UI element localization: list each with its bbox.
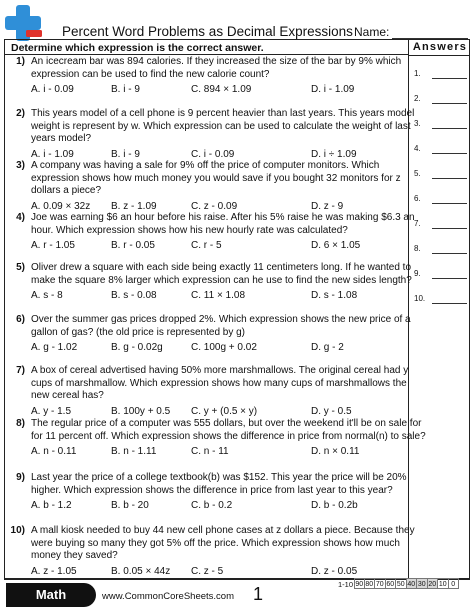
answer-choice-a: A. b - 1.2 [31, 500, 72, 511]
answer-blank[interactable] [432, 228, 467, 229]
score-cell: 20 [428, 578, 439, 589]
answer-choice-c: C. n - 11 [191, 446, 229, 457]
score-cell: 60 [386, 578, 397, 589]
answer-blank[interactable] [432, 203, 467, 204]
answer-choice-c: C. 894 × 1.09 [191, 84, 252, 95]
answer-row-9 [414, 269, 470, 281]
answer-row-4 [414, 144, 470, 156]
question-text [31, 525, 415, 563]
answer-choice-b: B. n - 1.11 [111, 446, 157, 457]
question-text-line: were buying so many they got 5% off the price. Which expression shows how much [31, 537, 400, 549]
answer-choice-b: B. 0.05 × 44z [111, 565, 171, 577]
answer-blank[interactable] [432, 103, 467, 104]
answer-row-3 [414, 119, 470, 131]
plus-minus-logo-icon [4, 3, 44, 43]
question-number: 10) [10, 525, 25, 536]
question-text-line: new cereal has? [31, 390, 104, 401]
answer-blank[interactable] [432, 253, 467, 254]
question-text [31, 108, 415, 146]
answer-choice-a: A. y - 1.5 [31, 405, 72, 417]
answer-choice-a: A. 0.09 × 32z [31, 200, 91, 212]
question-text-line: A company was having a sale for 9% off the price of computer monitors. Which [31, 160, 380, 171]
site-url: www.CommonCoreSheets.com [102, 591, 234, 602]
answer-choice-d: D. i - 1.09 [311, 84, 355, 95]
answer-choice-d: D. 6 × 1.05 [311, 240, 361, 251]
answer-number: 7. [414, 219, 421, 228]
question-text-line: Over the summer gas prices dropped 2%. Which expression shows the new price of a [31, 314, 411, 325]
answer-choice-c: C. 100g + 0.02 [191, 342, 257, 353]
question-number: 9) [16, 472, 25, 483]
question-text-line: This years model of a cell phone is 9 percent heavier than last years. This years model [31, 108, 415, 119]
score-cell: 40 [407, 578, 418, 589]
answer-choice-d: D. y - 0.5 [311, 405, 352, 417]
answer-choice-b: B. i - 9 [111, 84, 140, 95]
answer-choice-b: B. b - 20 [111, 500, 149, 511]
question-text [31, 365, 409, 403]
answer-choice-c: C. i - 0.09 [191, 148, 235, 160]
question-text-line: money they saved? [31, 550, 118, 561]
answer-choice-d: D. n × 0.11 [311, 446, 360, 457]
answer-choice-c: C. z - 0.09 [191, 200, 238, 212]
question-text-line: A box of cereal advertised having 50% more marshmallows. The original cereal had y [31, 365, 409, 376]
question-text-line: Oliver drew a square with each side being exactly 11 centimeters long. If he wanted to [31, 262, 412, 273]
answer-number: 10. [414, 294, 426, 303]
score-cell: 80 [365, 578, 376, 589]
answer-choice-b: B. r - 0.05 [111, 240, 155, 251]
answer-choice-c: C. r - 5 [191, 240, 222, 251]
score-table [354, 578, 459, 589]
answer-choice-d: D. i ÷ 1.09 [311, 148, 357, 160]
question-text-line: hour. Which expression shows how his new hourly rate was calculated? [31, 224, 348, 236]
question-number: 6) [16, 314, 25, 325]
answer-choice-a: A. s - 8 [31, 290, 63, 301]
answer-row-8 [414, 244, 470, 256]
answer-number: 6. [414, 194, 421, 203]
question-text [31, 212, 415, 237]
question-text-line: gallon of gas? (the old price is represented by g) [31, 326, 246, 338]
score-cell: 0 [449, 578, 460, 589]
answer-choice-d: D. z - 9 [311, 200, 344, 212]
question-number: 1) [16, 56, 25, 67]
question-text-line: higher. Which expression shows the difference in price from last year to this year? [31, 484, 393, 496]
answer-row-6 [414, 194, 470, 206]
answer-blank[interactable] [432, 303, 467, 304]
question-text [31, 418, 426, 443]
answer-choice-a: A. n - 0.11 [31, 446, 77, 457]
score-cell: 70 [375, 578, 386, 589]
answer-choice-b: B. g - 0.02g [111, 342, 163, 353]
answer-choice-a: A. r - 1.05 [31, 240, 75, 251]
answer-choice-b: B. 100y + 0.5 [111, 405, 171, 417]
question-text-line: dollars a piece? [31, 185, 102, 196]
question-text-line: weight is represent by w. Which expression can be used to calculate the weight of last [31, 120, 411, 132]
question-text-line: cups of marshmallow. Which expression shows how many cups of marshmallows the [31, 377, 407, 389]
question-number: 7) [16, 365, 25, 376]
score-cell: 50 [396, 578, 407, 589]
answer-row-10 [414, 294, 470, 306]
question-text-line: Joe was earning $6 an hour before his raise. After his 5% raise he was making $6.3 an [31, 212, 415, 223]
answer-row-5 [414, 169, 470, 181]
question-text-line: make the square 8% larger which expression can he use to find the new sides length? [31, 274, 412, 286]
answer-number: 9. [414, 269, 421, 278]
question-text-line: expression shows how much money you would save if you bought 32 monitors for z [31, 172, 401, 184]
worksheet-title: Percent Word Problems as Decimal Expressions [62, 24, 353, 39]
answer-choice-a: A. g - 1.02 [31, 342, 78, 353]
answer-row-7 [414, 219, 470, 231]
worksheet-box [4, 39, 470, 579]
instructions-divider [5, 54, 408, 55]
answer-choice-c: C. z - 5 [191, 565, 224, 577]
answer-row-2 [414, 94, 470, 106]
question-text-line: Last year the price of a college textbook(b) was $152. This year the price will be 20% [31, 472, 407, 483]
question-text-line: An icecream bar was 894 calories. If they increased the size of the bar by 9% which [31, 56, 402, 67]
answer-number: 4. [414, 144, 421, 153]
answer-choice-a: A. i - 1.09 [31, 148, 74, 160]
score-range-label: 1-10 [338, 580, 354, 589]
question-text [31, 160, 403, 198]
answer-blank[interactable] [432, 128, 467, 129]
answer-blank[interactable] [432, 78, 467, 79]
question-text-line: expression can be used to find the new calorie count? [31, 68, 270, 80]
question-number: 4) [16, 212, 25, 223]
answer-choice-b: B. s - 0.08 [111, 290, 157, 301]
answer-choice-a: A. i - 0.09 [31, 84, 74, 95]
answer-choice-d: D. g - 2 [311, 342, 344, 353]
question-text-line: for 11 percent off. Which expression shows the difference in price from normal(n) to sale? [31, 430, 426, 442]
answer-choice-d: D. z - 0.05 [311, 565, 358, 577]
question-text-line: A mall kiosk needed to buy 44 new cell phone cases at z dollars a piece. Because they [31, 525, 415, 536]
answer-choice-c: C. y + (0.5 × y) [191, 405, 258, 417]
question-number: 5) [16, 262, 25, 273]
question-text-line: years model? [31, 133, 92, 144]
answer-number: 8. [414, 244, 421, 253]
answer-choice-a: A. z - 1.05 [31, 565, 77, 577]
answers-heading-divider [408, 55, 470, 56]
answer-number: 3. [414, 119, 421, 128]
question-number: 8) [16, 418, 25, 429]
score-cell: 10 [438, 578, 449, 589]
answer-choice-c: C. 11 × 1.08 [191, 290, 246, 301]
instructions: Determine which expression is the correct answer. [11, 42, 264, 54]
answer-choice-d: D. b - 0.2b [311, 500, 358, 511]
answer-number: 2. [414, 94, 421, 103]
question-text [31, 472, 407, 497]
name-label: Name: [354, 25, 390, 39]
score-cell: 30 [417, 578, 428, 589]
question-text [31, 262, 412, 287]
answer-row-1 [414, 69, 470, 81]
subject-badge: Math [6, 583, 96, 607]
answers-heading: Answers [412, 41, 468, 53]
question-text-line: The regular price of a computer was 555 dollars, but over the weekend it'll be on sale for [31, 418, 422, 429]
question-number: 2) [16, 108, 25, 119]
answer-choice-d: D. s - 1.08 [311, 290, 358, 301]
answer-choice-b: B. z - 1.09 [111, 200, 157, 212]
question-text [31, 56, 403, 81]
question-text [31, 314, 411, 339]
page-number: 1 [253, 584, 264, 604]
answer-choice-b: B. i - 9 [111, 148, 140, 160]
answer-blank[interactable] [432, 278, 467, 279]
answer-number: 5. [414, 169, 421, 178]
answer-blank[interactable] [432, 178, 467, 179]
answer-number: 1. [414, 69, 421, 78]
question-number: 3) [16, 160, 25, 171]
answer-blank[interactable] [432, 153, 467, 154]
score-cell: 90 [354, 578, 365, 589]
answer-choice-c: C. b - 0.2 [191, 500, 233, 511]
